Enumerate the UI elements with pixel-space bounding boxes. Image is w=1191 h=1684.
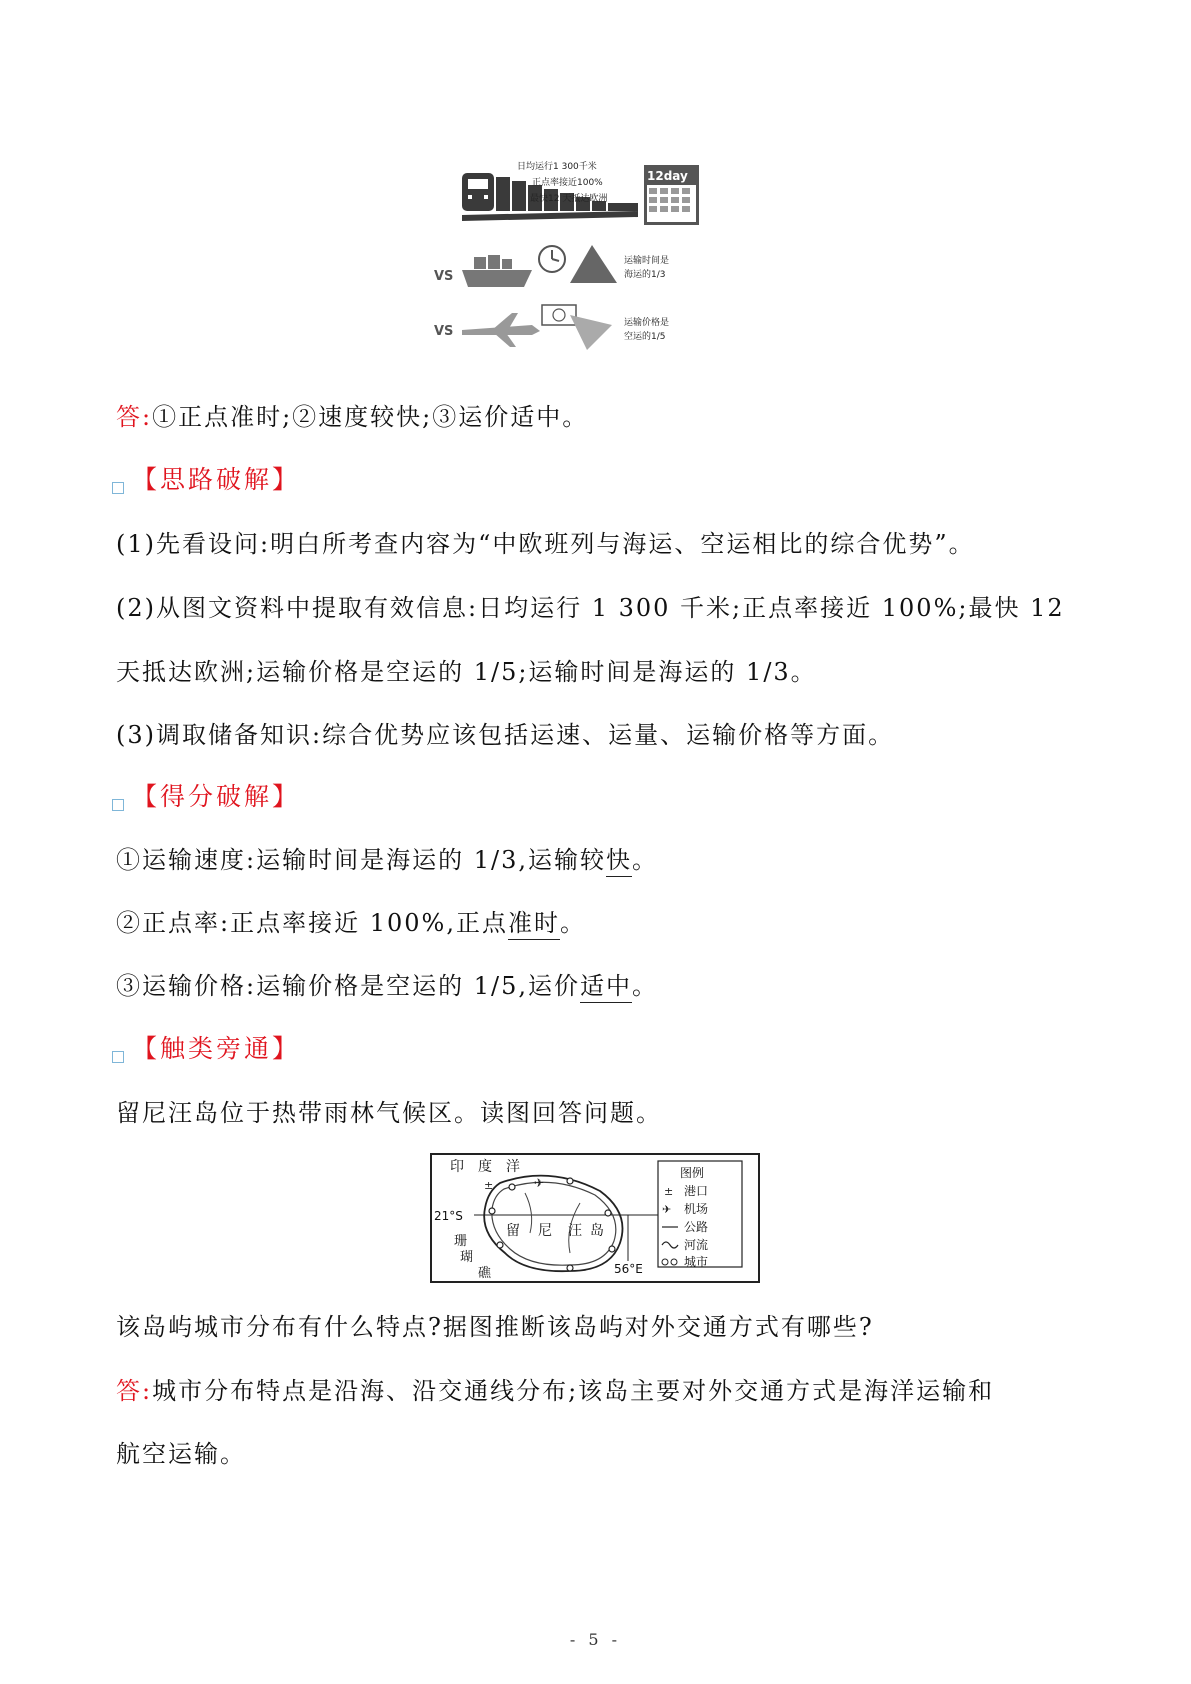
ship-comparison-2: 海运的1/3 [624, 270, 666, 280]
silu-paragraph-3: (3)调取储备知识:综合优势应该包括运速、运量、运输价格等方面。 [116, 721, 895, 749]
defen-line-3 [116, 969, 658, 1003]
stat-on-time: 正点率接近100% [532, 178, 603, 188]
silu-paragraph-1: (1)先看设问:明白所考查内容为“中欧班列与海运、空运相比的综合优势”。 [116, 530, 975, 558]
stat-daily-distance: 日均运行1 300千米 [517, 162, 597, 172]
answer-2-line-1 [116, 1374, 994, 1408]
defen-3-end: 。 [631, 972, 658, 1000]
reef-label-3: 礁 [478, 1266, 492, 1281]
island-label-2: 尼 [538, 1223, 552, 1239]
section-heading-defen [112, 780, 300, 814]
island-label-1: 留 [506, 1223, 520, 1239]
city-marker [497, 1242, 503, 1248]
reef-label-1: 珊 [454, 1234, 468, 1249]
reunion-island-map [430, 1153, 760, 1283]
island-label-3: 汪 [568, 1223, 582, 1239]
plane-comparison-1: 运输价格是 [624, 318, 670, 328]
map-latitude-label: 21°S [434, 1209, 463, 1223]
defen-line-1 [116, 843, 658, 877]
city-marker [567, 1178, 573, 1184]
map-longitude-label: 56°E [614, 1262, 643, 1276]
defen-line-2 [116, 906, 586, 940]
city-marker [489, 1208, 495, 1214]
defen-2-keyword: 准时 [508, 909, 560, 940]
ship-comparison-1: 运输时间是 [624, 256, 670, 266]
price-ratio-shape [570, 315, 612, 350]
island-label-4: 岛 [590, 1223, 604, 1239]
section-marker-icon [112, 482, 124, 494]
vs-label-ship: VS [434, 269, 454, 284]
calendar-icon [644, 165, 699, 225]
stat-fastest: 最快12 天抵达欧洲 [530, 194, 608, 204]
legend-city: 城市 [684, 1255, 709, 1269]
answer-text: 城市分布特点是沿海、沿交通线分布;该岛主要对外交通方式是海洋运输和 [152, 1377, 995, 1405]
clock-icon [539, 246, 565, 272]
reef-label-2: 瑚 [460, 1250, 474, 1265]
city-marker [509, 1184, 515, 1190]
vs-label-plane: VS [434, 324, 454, 339]
legend-port-icon: ± [664, 1185, 674, 1198]
defen-1-text: ①运输速度:运输时间是海运的 1/3,运输较 [116, 846, 606, 874]
section-title: 【得分破解】 [132, 782, 301, 811]
legend-airport: 机场 [684, 1202, 709, 1216]
map-ocean-label: 印 度 洋 [450, 1159, 520, 1175]
defen-2-end: 。 [559, 909, 586, 937]
answer-text: ①正点准时;②速度较快;③运价适中。 [152, 403, 589, 431]
answer-1 [116, 400, 588, 434]
answer-label: 答: [116, 403, 153, 431]
defen-2-text: ②正点率:正点率接近 100%,正点 [116, 909, 508, 937]
answer-2-line-2: 航空运输。 [116, 1440, 246, 1468]
airplane-icon [462, 313, 540, 347]
time-ratio-triangle [570, 245, 617, 283]
chulei-question: 该岛屿城市分布有什么特点?据图推断该岛屿对外交通方式有哪些? [116, 1313, 874, 1341]
silu-paragraph-2b: 天抵达欧洲;运输价格是空运的 1/5;运输时间是海运的 1/3。 [116, 658, 817, 686]
calendar-label: 12day [647, 169, 688, 183]
money-icon [542, 305, 576, 325]
legend-airport-icon: ✈ [662, 1203, 672, 1216]
page-number: - 5 - [569, 1630, 622, 1649]
section-title: 【思路破解】 [132, 465, 301, 494]
airport-icon: ✈ [534, 1176, 545, 1190]
section-heading-chulei [112, 1032, 300, 1066]
legend-road: 公路 [684, 1220, 709, 1234]
section-title: 【触类旁通】 [132, 1034, 301, 1063]
defen-3-text: ③运输价格:运输价格是空运的 1/5,运价 [116, 972, 580, 1000]
defen-1-end: 。 [631, 846, 658, 874]
legend-port: 港口 [684, 1184, 709, 1198]
railway-infographic [434, 162, 727, 370]
chulei-intro: 留尼汪岛位于热带雨林气候区。读图回答问题。 [116, 1099, 662, 1127]
map-legend [658, 1161, 742, 1269]
section-marker-icon [112, 1051, 124, 1063]
silu-paragraph-2a: (2)从图文资料中提取有效信息:日均运行 1 300 千米;正点率接近 100%;最快 12 [116, 594, 1065, 622]
legend-city-icon [662, 1259, 668, 1265]
legend-river: 河流 [684, 1238, 709, 1252]
port-icon: ± [484, 1179, 494, 1192]
section-heading-silu [112, 463, 300, 497]
defen-1-keyword: 快 [606, 846, 632, 877]
answer-label: 答: [116, 1377, 153, 1405]
section-marker-icon [112, 799, 124, 811]
legend-city-icon [671, 1259, 677, 1265]
city-marker [605, 1210, 611, 1216]
city-marker [567, 1265, 573, 1271]
city-marker [609, 1246, 615, 1252]
defen-3-keyword: 适中 [580, 972, 632, 1003]
plane-comparison-2: 空运的1/5 [624, 332, 666, 342]
cargo-ship-icon [462, 255, 532, 287]
legend-title: 图例 [680, 1166, 705, 1180]
